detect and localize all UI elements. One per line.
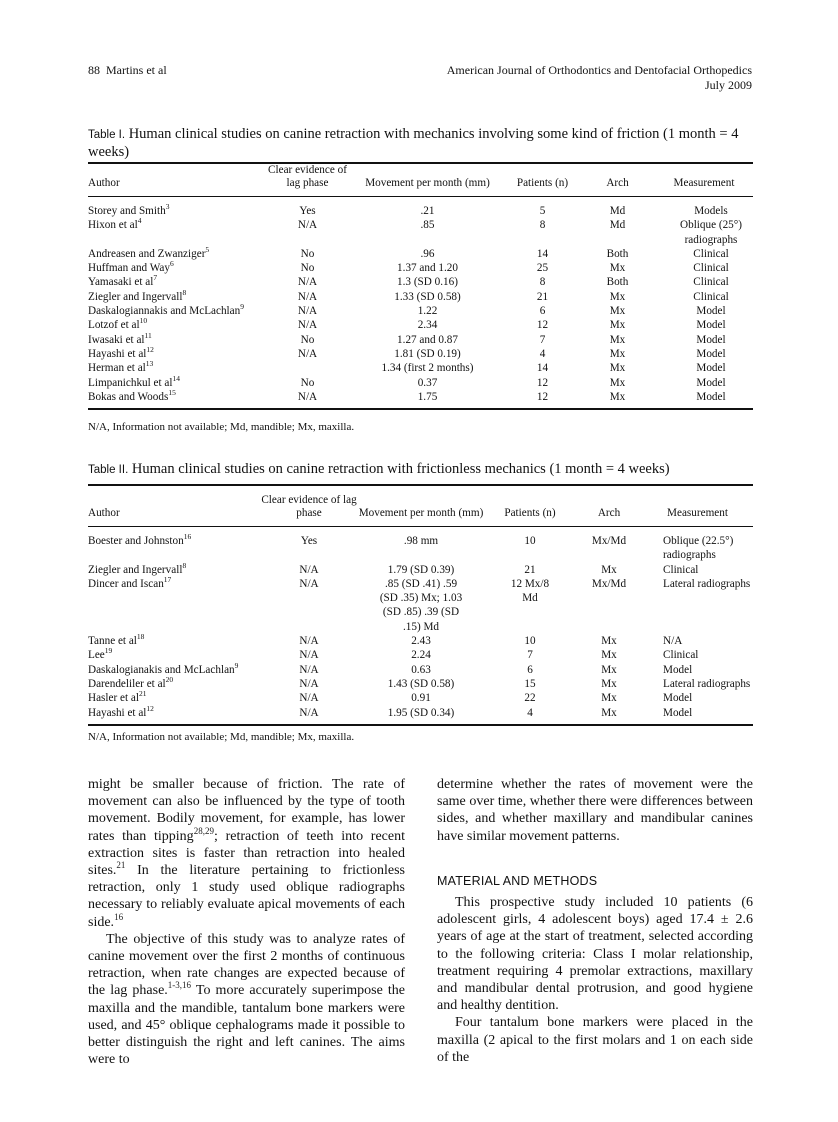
lag-cell: No bbox=[300, 376, 315, 389]
author-name: Limpanichkul et al bbox=[88, 376, 173, 389]
author-cell bbox=[88, 560, 260, 577]
citation[interactable]: 16 bbox=[183, 532, 192, 541]
measurement-cell: Clinical bbox=[693, 262, 729, 275]
table-row bbox=[88, 361, 753, 375]
author-name: Tanne et al bbox=[88, 635, 137, 648]
author-cell bbox=[88, 330, 265, 347]
movement-cell: 0.63 bbox=[411, 663, 431, 676]
citation[interactable]: 8 bbox=[182, 287, 187, 297]
arch-cell: Mx bbox=[609, 319, 626, 332]
table-row bbox=[88, 247, 753, 261]
lag-cell: N/A bbox=[297, 290, 318, 303]
author-name: Hixon et al bbox=[88, 219, 138, 232]
patients-cell: 14 bbox=[536, 247, 549, 260]
author-name: Yamasaki et al bbox=[88, 276, 154, 289]
author-cell bbox=[88, 674, 260, 691]
measurement-cell: Model bbox=[696, 390, 726, 403]
table1-footnote: N/A, Information not available; Md, mandible; Mx, maxilla. bbox=[88, 421, 355, 433]
author-name: Daskalogianakis and McLachlan bbox=[88, 663, 235, 676]
patients-cell: 21 bbox=[524, 563, 536, 576]
citation[interactable]: 5 bbox=[205, 244, 210, 254]
movement-cell: 1.81 (SD 0.19) bbox=[394, 347, 461, 360]
movement-cell: 0.37 bbox=[417, 376, 438, 389]
measurement-cell: Clinical bbox=[693, 276, 729, 289]
citation[interactable]: 9 bbox=[240, 302, 244, 312]
citation[interactable]: 9 bbox=[234, 660, 239, 670]
movement-cell: 2.34 bbox=[417, 319, 438, 332]
author-cell bbox=[88, 318, 265, 332]
citation[interactable]: 7 bbox=[153, 273, 158, 283]
patients-cell: 12 bbox=[536, 319, 549, 332]
table-row bbox=[88, 290, 753, 304]
measurement-cell: Clinical bbox=[663, 649, 699, 662]
citation[interactable]: 18 bbox=[136, 632, 145, 642]
lag-cell: N/A bbox=[299, 677, 319, 690]
measurement-cell: Model bbox=[696, 362, 726, 375]
author-name: Iwasaki et al bbox=[88, 333, 145, 346]
measurement-cell: Clinical bbox=[693, 247, 729, 260]
table-row bbox=[88, 318, 753, 332]
measurement-cell: Model bbox=[696, 333, 726, 346]
author-cell bbox=[88, 344, 265, 361]
column-header: Arch bbox=[597, 507, 621, 519]
author-cell bbox=[88, 691, 260, 705]
patients-cell: 8 bbox=[539, 276, 546, 289]
author-cell bbox=[88, 244, 265, 261]
arch-cell: Mx bbox=[601, 692, 617, 705]
paragraph: This prospective study included 10 patients (6 adolescent girls, 4 adolescent boys) aged 17.4 ± 2.6 years of age at the start of treatment, selected according to the following criteria: Class I molar relationship, treatment requiring 4 premolar extractions, maxillary and mandibular dental protrusion, and good hygiene and healthy dentition. bbox=[437, 895, 753, 1014]
author-cell bbox=[88, 634, 260, 648]
arch-cell: Both bbox=[606, 276, 629, 289]
movement-cell: 1.79 (SD 0.39) bbox=[387, 563, 455, 576]
table2-header-row bbox=[88, 485, 753, 527]
arch-cell: Mx bbox=[609, 362, 626, 375]
column-header: Measurement bbox=[667, 507, 728, 519]
column-header: Movement per month (mm) bbox=[365, 177, 490, 189]
measurement-cell: Model bbox=[696, 319, 726, 332]
arch-cell: Mx bbox=[609, 376, 626, 389]
citation[interactable]: 17 bbox=[163, 574, 172, 584]
movement-cell: 1.33 (SD 0.58) bbox=[394, 290, 461, 303]
measurement-cell: Models bbox=[694, 205, 728, 217]
table-row bbox=[88, 527, 753, 563]
table-row bbox=[88, 577, 753, 634]
column-header: Arch bbox=[606, 177, 629, 189]
column-header: Measurement bbox=[673, 177, 735, 189]
text: In the literature pertaining to frictionless retraction, only 1 study used oblique radiographs necessary to reliably evaluate apical movements of each side. bbox=[88, 863, 405, 930]
measurement-cell: Model bbox=[696, 376, 726, 389]
author-cell bbox=[88, 660, 260, 677]
patients-cell: 6 bbox=[527, 663, 533, 676]
author-cell bbox=[88, 574, 260, 634]
citation[interactable]: 12 bbox=[146, 703, 154, 713]
citation[interactable]: 4 bbox=[137, 216, 142, 226]
patients-cell: 15 bbox=[524, 677, 536, 690]
table2 bbox=[88, 484, 753, 726]
table-row bbox=[88, 275, 753, 289]
movement-cell: .85 (SD .41) .59 (SD .35) Mx; 1.03 (SD .85) .39 (SD .15) Md bbox=[379, 577, 463, 633]
movement-cell: .85 bbox=[420, 219, 435, 232]
lag-cell: Yes bbox=[300, 535, 318, 547]
citation[interactable]: 10 bbox=[139, 316, 148, 326]
author-name: Andreasen and Zwanziger bbox=[88, 247, 206, 260]
movement-cell: .21 bbox=[420, 205, 435, 217]
movement-cell: 0.91 bbox=[411, 692, 431, 705]
author-name: Ziegler and Ingervall bbox=[88, 290, 183, 303]
author-name: Dincer and Iscan bbox=[88, 577, 164, 590]
movement-cell: 2.24 bbox=[411, 649, 431, 662]
lag-cell: N/A bbox=[299, 663, 319, 676]
arch-cell: Mx bbox=[601, 563, 617, 576]
movement-cell: 1.3 (SD 0.16) bbox=[397, 276, 458, 289]
patients-cell: 12 bbox=[536, 376, 549, 389]
citation[interactable]: 12 bbox=[146, 344, 154, 354]
section-heading: MATERIAL AND METHODS bbox=[437, 873, 598, 888]
table2-title: Human clinical studies on canine retraction with frictionless mechanics (1 month = 4 weeks) bbox=[131, 461, 670, 477]
measurement-cell: Model bbox=[663, 692, 693, 705]
table-row bbox=[88, 663, 753, 677]
patients-cell: 10 bbox=[524, 635, 536, 648]
page-number: 88 bbox=[88, 63, 100, 77]
author-name: Hasler et al bbox=[88, 692, 139, 705]
table-row bbox=[88, 218, 753, 247]
lag-cell: N/A bbox=[299, 692, 319, 705]
patients-cell: 4 bbox=[527, 706, 533, 719]
author-cell bbox=[88, 304, 265, 318]
movement-cell: .98 mm bbox=[403, 535, 439, 547]
measurement-cell: Model bbox=[663, 663, 693, 676]
patients-cell: 21 bbox=[536, 290, 549, 303]
citation[interactable]: 21 bbox=[138, 689, 147, 699]
paragraph: determine whether the rates of movement were the same over time, whether there were differences between sides, and whether maxillary and mandibular canines have similar movement patterns. bbox=[437, 777, 753, 844]
lag-cell: No bbox=[300, 247, 315, 260]
patients-cell: 12 bbox=[536, 390, 549, 403]
author-cell bbox=[88, 703, 260, 725]
citation[interactable]: 19 bbox=[104, 646, 113, 656]
patients-cell: 14 bbox=[536, 362, 549, 375]
measurement-cell: N/A bbox=[663, 635, 683, 648]
table1-title: Human clinical studies on canine retraction with mechanics involving some kind of friction (1 month = 4 weeks) bbox=[88, 126, 739, 160]
author-cell bbox=[88, 527, 260, 563]
measurement-cell: Oblique (22.5°) radiographs bbox=[663, 535, 734, 562]
arch-cell: Mx bbox=[601, 706, 617, 719]
citation[interactable]: 3 bbox=[165, 202, 170, 211]
author-name: Lotzof et al bbox=[88, 319, 140, 332]
author-name: Storey and Smith bbox=[88, 205, 166, 217]
table-row bbox=[88, 648, 753, 662]
lag-cell: N/A bbox=[297, 319, 318, 332]
arch-cell: Mx bbox=[601, 663, 617, 676]
running-authors: Martins et al bbox=[106, 63, 167, 77]
citation[interactable]: 15 bbox=[168, 387, 176, 397]
lag-cell: No bbox=[300, 262, 315, 275]
column-header: Author bbox=[88, 177, 120, 189]
citation[interactable]: 20 bbox=[165, 674, 174, 684]
citation[interactable]: 16 bbox=[114, 911, 124, 922]
arch-cell: Md bbox=[609, 205, 626, 217]
table-row bbox=[88, 376, 753, 390]
author-cell bbox=[88, 387, 265, 409]
lag-cell: N/A bbox=[299, 649, 319, 662]
patients-cell: 6 bbox=[539, 305, 546, 318]
paragraph: Four tantalum bone markers were placed in the maxilla (2 apical to the first molars and 1 on each side of the bbox=[437, 1015, 753, 1065]
lag-cell: N/A bbox=[297, 305, 318, 318]
citation[interactable]: 1-3,16 bbox=[167, 980, 192, 991]
arch-cell: Mx bbox=[609, 347, 626, 360]
table-row bbox=[88, 677, 753, 691]
paragraph bbox=[88, 931, 405, 1069]
table-row bbox=[88, 347, 753, 361]
arch-cell: Mx bbox=[609, 290, 626, 303]
lag-cell: N/A bbox=[297, 347, 318, 360]
arch-cell: Mx bbox=[609, 390, 626, 403]
arch-cell: Mx bbox=[601, 649, 617, 662]
author-name: Hayashi et al bbox=[88, 347, 147, 360]
arch-cell: Md bbox=[609, 219, 626, 232]
citation[interactable]: 14 bbox=[172, 373, 181, 383]
lag-cell bbox=[265, 361, 350, 375]
lag-cell: Yes bbox=[299, 205, 316, 217]
citation[interactable]: 21 bbox=[116, 860, 126, 871]
author-name: Ziegler and Ingervall bbox=[88, 563, 183, 576]
column-header: Patients (n) bbox=[504, 507, 556, 519]
table-row bbox=[88, 304, 753, 318]
issue-date: July 2009 bbox=[704, 78, 752, 92]
running-header-right bbox=[447, 63, 752, 93]
citation[interactable]: 28,29 bbox=[193, 825, 214, 836]
measurement-cell: Clinical bbox=[693, 290, 729, 303]
column-header: Movement per month (mm) bbox=[358, 507, 484, 519]
author-name: Lee bbox=[88, 649, 105, 662]
arch-cell: Mx bbox=[601, 635, 617, 648]
patients-cell: 4 bbox=[539, 347, 546, 360]
author-name: Huffman and Way bbox=[88, 262, 170, 275]
patients-cell: 22 bbox=[524, 692, 536, 705]
lag-cell: N/A bbox=[299, 577, 319, 590]
measurement-cell: Model bbox=[696, 347, 726, 360]
lag-cell: N/A bbox=[297, 219, 318, 232]
measurement-cell: Lateral radiographs bbox=[663, 677, 751, 690]
table1 bbox=[88, 162, 753, 410]
patients-cell: 7 bbox=[539, 333, 546, 346]
patients-cell: 7 bbox=[527, 649, 533, 662]
column-header: Patients (n) bbox=[516, 177, 569, 189]
table1-header-row bbox=[88, 163, 753, 197]
author-name: Boester and Johnston bbox=[88, 535, 184, 547]
movement-cell: 1.27 and 0.87 bbox=[397, 333, 458, 346]
arch-cell: Both bbox=[606, 247, 629, 260]
text: To more accurately superimpose the maxilla and the mandible, tantalum bone markers were used, and 45° oblique cephalograms made it possible to better distinguish the right and left canines. The aims were to bbox=[88, 983, 405, 1068]
text: might be smaller because of friction. The rate of movement can also be influenced by the type of tooth movement. Bodily movement, for example, has lower rates than tipping bbox=[88, 777, 405, 844]
body-right-column bbox=[437, 776, 753, 1066]
author-cell bbox=[88, 218, 265, 247]
author-name: Darendeliler et al bbox=[88, 677, 166, 690]
patients-cell: 25 bbox=[536, 262, 549, 275]
arch-cell: Mx bbox=[601, 677, 617, 690]
column-header: Clear evidence of lag phase bbox=[261, 494, 357, 519]
author-cell bbox=[88, 287, 265, 304]
table2-caption bbox=[88, 461, 753, 479]
arch-cell: Mx/Md bbox=[591, 535, 627, 547]
table1-label: Table I. bbox=[88, 129, 126, 141]
author-cell bbox=[88, 275, 265, 289]
movement-cell: 1.95 (SD 0.34) bbox=[387, 706, 455, 719]
author-cell bbox=[88, 373, 265, 390]
measurement-cell: Clinical bbox=[663, 563, 699, 576]
author-cell bbox=[88, 197, 265, 219]
table-row bbox=[88, 390, 753, 409]
movement-cell: 1.37 and 1.20 bbox=[397, 262, 458, 275]
table-row bbox=[88, 197, 753, 219]
column-header: Clear evidence of lag phase bbox=[268, 164, 347, 189]
lag-cell: N/A bbox=[297, 390, 318, 403]
table-row bbox=[88, 634, 753, 648]
lag-cell: No bbox=[300, 333, 315, 346]
table-row bbox=[88, 333, 753, 347]
movement-cell: 2.43 bbox=[411, 635, 431, 648]
author-name: Hayashi et al bbox=[88, 706, 147, 719]
column-header: Author bbox=[88, 507, 120, 519]
citation[interactable]: 11 bbox=[144, 330, 152, 340]
movement-cell: .96 bbox=[420, 247, 435, 260]
author-name: Daskalogiannakis and McLachlan bbox=[88, 305, 241, 318]
patients-cell: 12 Mx/8 Md bbox=[510, 577, 550, 605]
table1-caption bbox=[88, 126, 753, 161]
measurement-cell: Lateral radiographs bbox=[663, 577, 751, 590]
author-name: Herman et al bbox=[88, 362, 146, 375]
lag-cell: N/A bbox=[297, 276, 318, 289]
text: The objective of this study was to analyze rates of canine movement over the first 2 months of continuous retraction, when rate changes are expected because of the lag phase. bbox=[88, 931, 405, 999]
table-row bbox=[88, 706, 753, 725]
table2-label: Table II. bbox=[88, 464, 129, 476]
table-row bbox=[88, 691, 753, 705]
author-cell bbox=[88, 261, 265, 275]
movement-cell: 1.22 bbox=[417, 305, 438, 318]
journal-name: American Journal of Orthodontics and Dentofacial Orthopedics bbox=[446, 63, 752, 77]
text: ; retraction of teeth into recent extraction sites is faster than retraction into healed sites. bbox=[88, 828, 405, 879]
author-name: Bokas and Woods bbox=[88, 390, 169, 403]
measurement-cell: Model bbox=[663, 706, 693, 719]
body-left-column bbox=[88, 776, 405, 1068]
movement-cell: 1.43 (SD 0.58) bbox=[387, 677, 455, 690]
lag-cell: N/A bbox=[299, 706, 319, 719]
lag-cell: N/A bbox=[299, 563, 319, 576]
citation[interactable]: 13 bbox=[145, 359, 154, 369]
paragraph bbox=[88, 776, 405, 931]
table-row bbox=[88, 261, 753, 275]
table2-footnote: N/A, Information not available; Md, mandible; Mx, maxilla. bbox=[88, 731, 355, 743]
arch-cell: Mx bbox=[609, 305, 626, 318]
measurement-cell: Model bbox=[696, 305, 726, 318]
citation[interactable]: 8 bbox=[182, 560, 187, 570]
arch-cell: Mx bbox=[609, 262, 626, 275]
measurement-cell: Oblique (25°) radiographs bbox=[680, 219, 742, 246]
patients-cell: 5 bbox=[539, 205, 546, 217]
arch-cell: Mx bbox=[609, 333, 626, 346]
patients-cell: 10 bbox=[524, 535, 536, 547]
movement-cell: 1.34 (first 2 months) bbox=[381, 362, 474, 375]
running-header-left bbox=[88, 63, 167, 78]
lag-cell: N/A bbox=[299, 635, 319, 648]
movement-cell: 1.75 bbox=[417, 390, 438, 403]
patients-cell: 8 bbox=[539, 219, 546, 232]
citation[interactable]: 6 bbox=[169, 259, 174, 269]
table-row bbox=[88, 563, 753, 577]
arch-cell: Mx/Md bbox=[591, 577, 627, 590]
